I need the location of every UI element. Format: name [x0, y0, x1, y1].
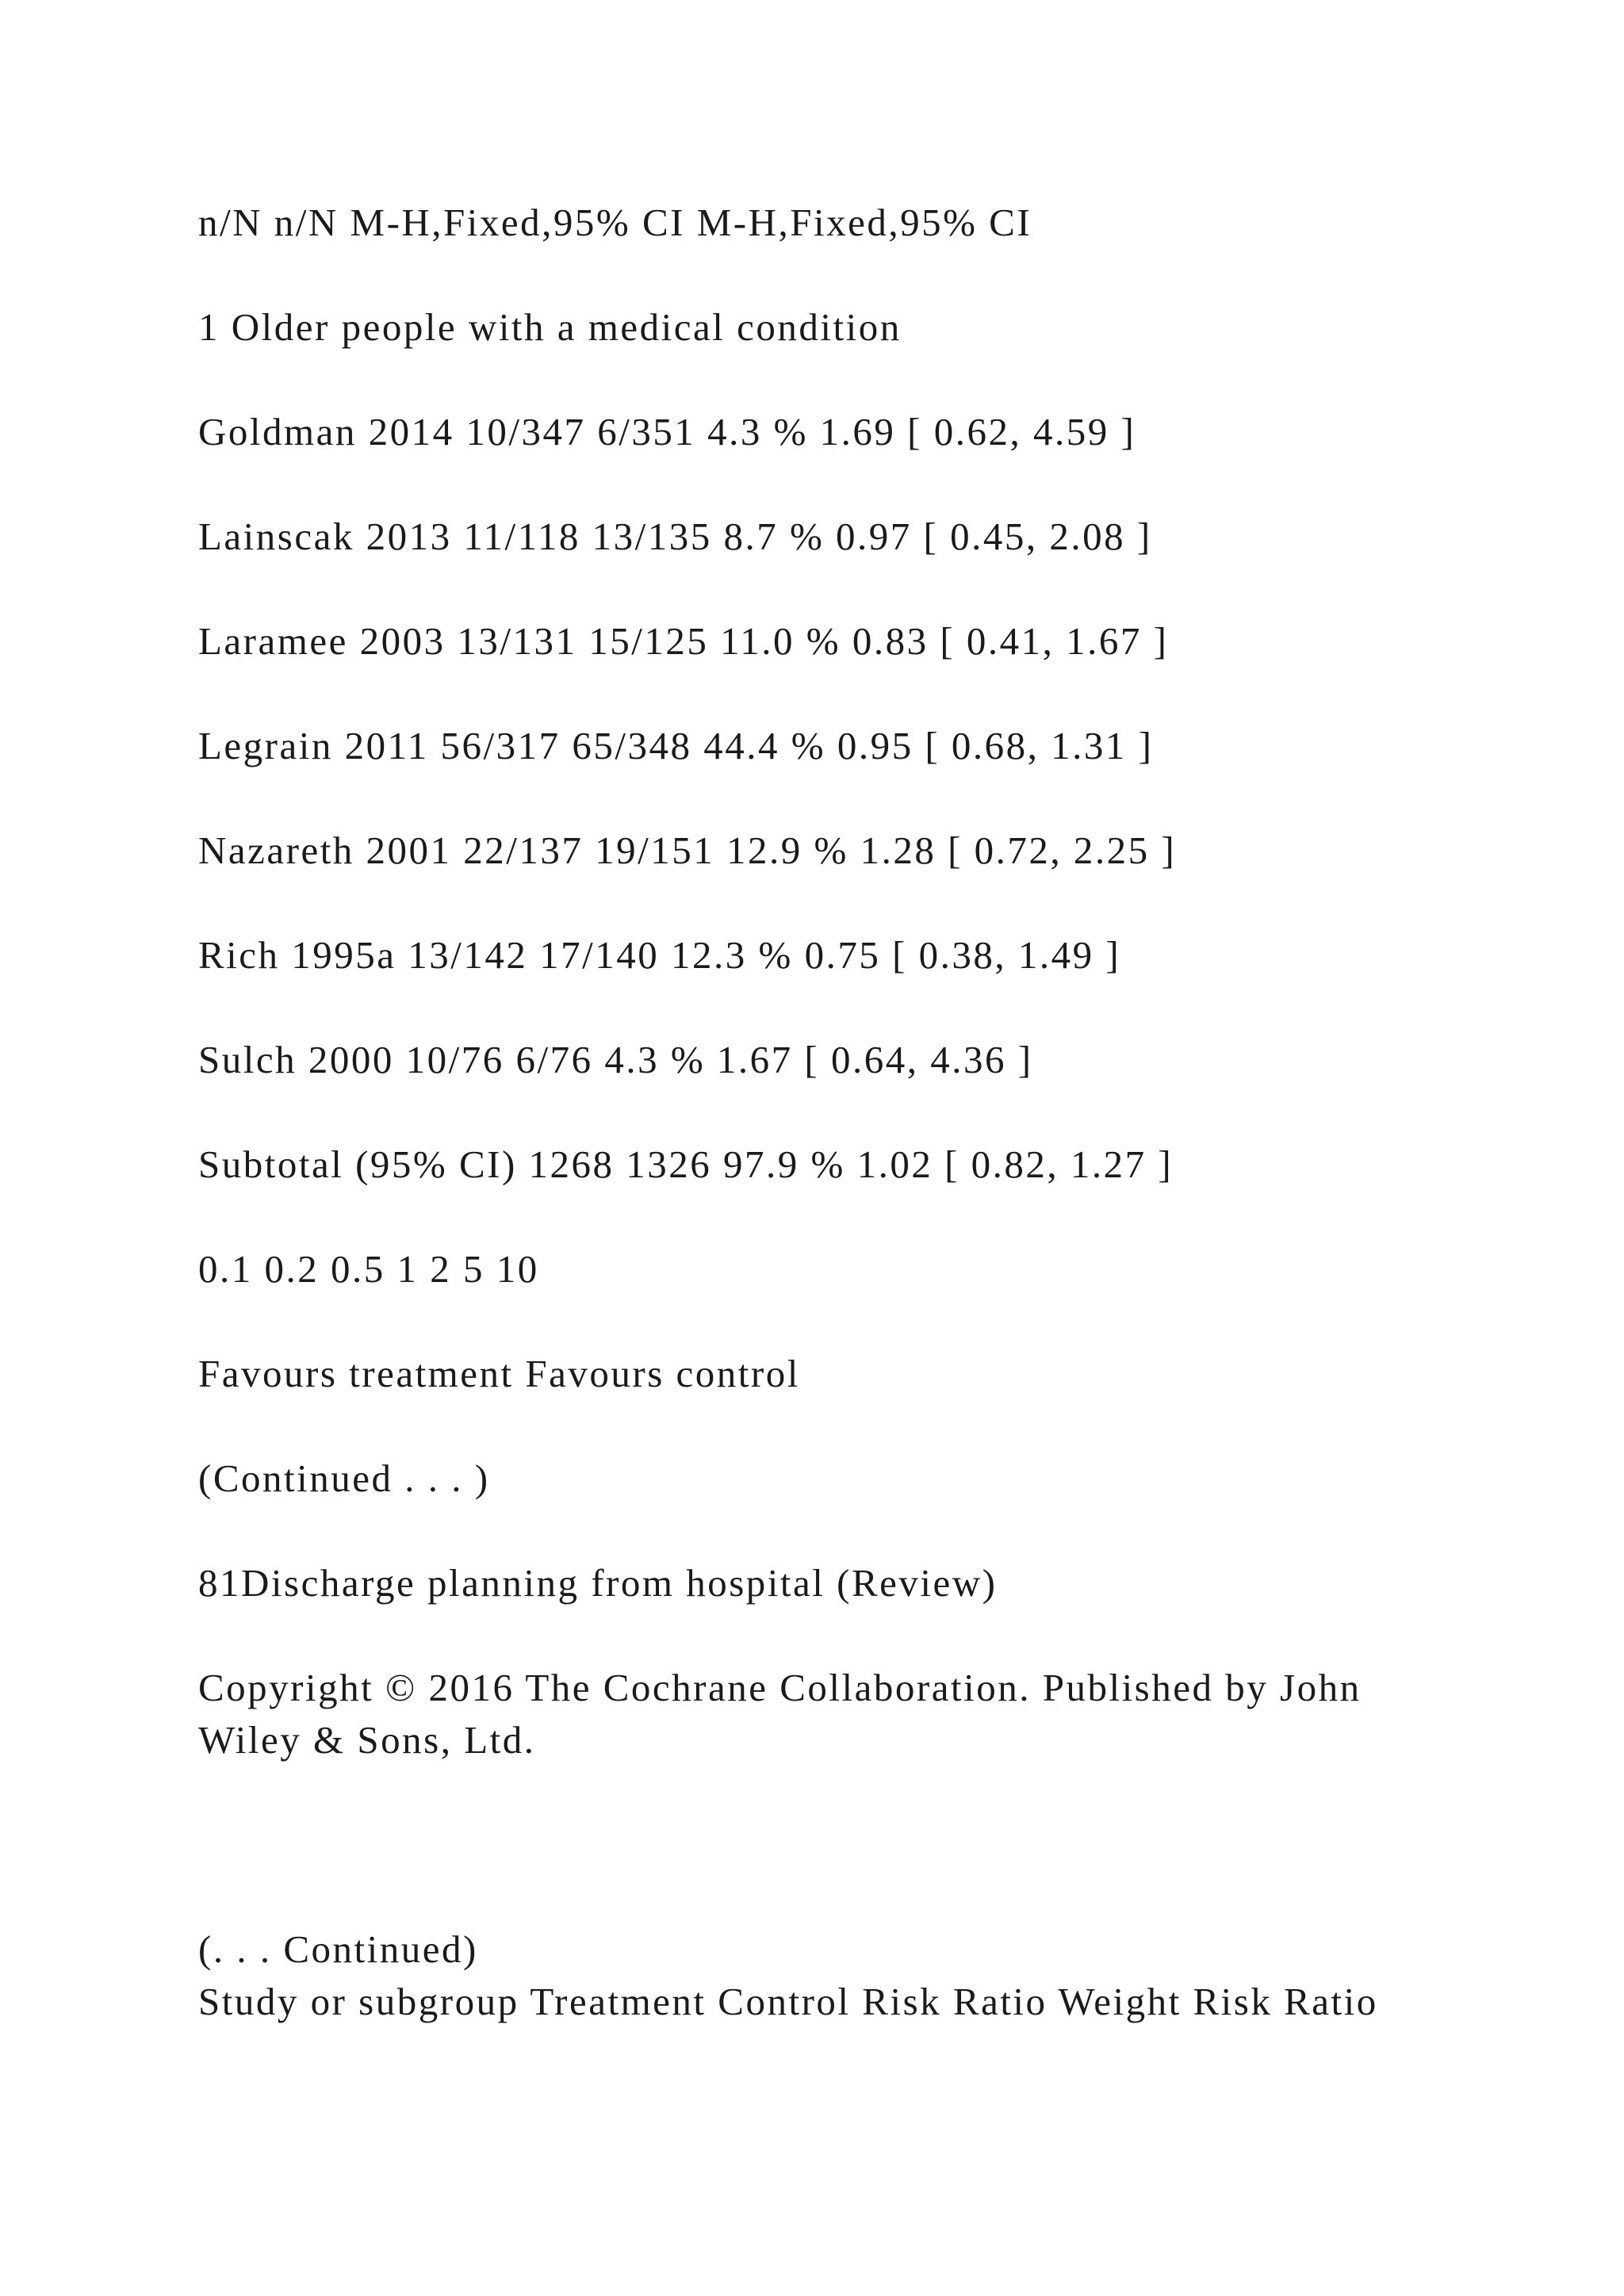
study-row: Nazareth 2001 22/137 19/151 12.9 % 1.28 [ 0.72, 2.25 ]	[198, 828, 1177, 872]
study-row: Laramee 2003 13/131 15/125 11.0 % 0.83 [ 0.41, 1.67 ]	[198, 619, 1169, 663]
study-row: Legrain 2011 56/317 65/348 44.4 % 0.95 [ 0.68, 1.31 ]	[198, 724, 1154, 767]
subgroup-heading: 1 Older people with a medical condition	[198, 305, 902, 349]
continued-note: (Continued . . . )	[198, 1456, 490, 1500]
document-page	[198, 0, 1435, 2296]
axis-ticks: 0.1 0.2 0.5 1 2 5 10	[198, 1247, 539, 1291]
subtotal-row: Subtotal (95% CI) 1268 1326 97.9 % 1.02 [ 0.82, 1.27 ]	[198, 1142, 1174, 1186]
table-column-header: Study or subgroup Treatment Control Risk Ratio Weight Risk Ratio	[198, 1980, 1378, 2023]
favours-labels: Favours treatment Favours control	[198, 1352, 800, 1395]
column-subheader: n/N n/N M-H,Fixed,95% CI M-H,Fixed,95% CI	[198, 201, 1032, 244]
continued-header: (. . . Continued)	[198, 1927, 478, 1971]
page-footer-title: 81Discharge planning from hospital (Review)	[198, 1561, 998, 1605]
study-row: Rich 1995a 13/142 17/140 12.3 % 0.75 [ 0.38, 1.49 ]	[198, 933, 1121, 977]
study-row: Sulch 2000 10/76 6/76 4.3 % 1.67 [ 0.64, 4.36 ]	[198, 1038, 1033, 1081]
study-row: Goldman 2014 10/347 6/351 4.3 % 1.69 [ 0.62, 4.59 ]	[198, 410, 1136, 453]
copyright-notice: Copyright © 2016 The Cochrane Collaboration. Published by John Wiley & Sons, Ltd.	[198, 1666, 1362, 1762]
study-row: Lainscak 2013 11/118 13/135 8.7 % 0.97 [ 0.45, 2.08 ]	[198, 515, 1152, 558]
